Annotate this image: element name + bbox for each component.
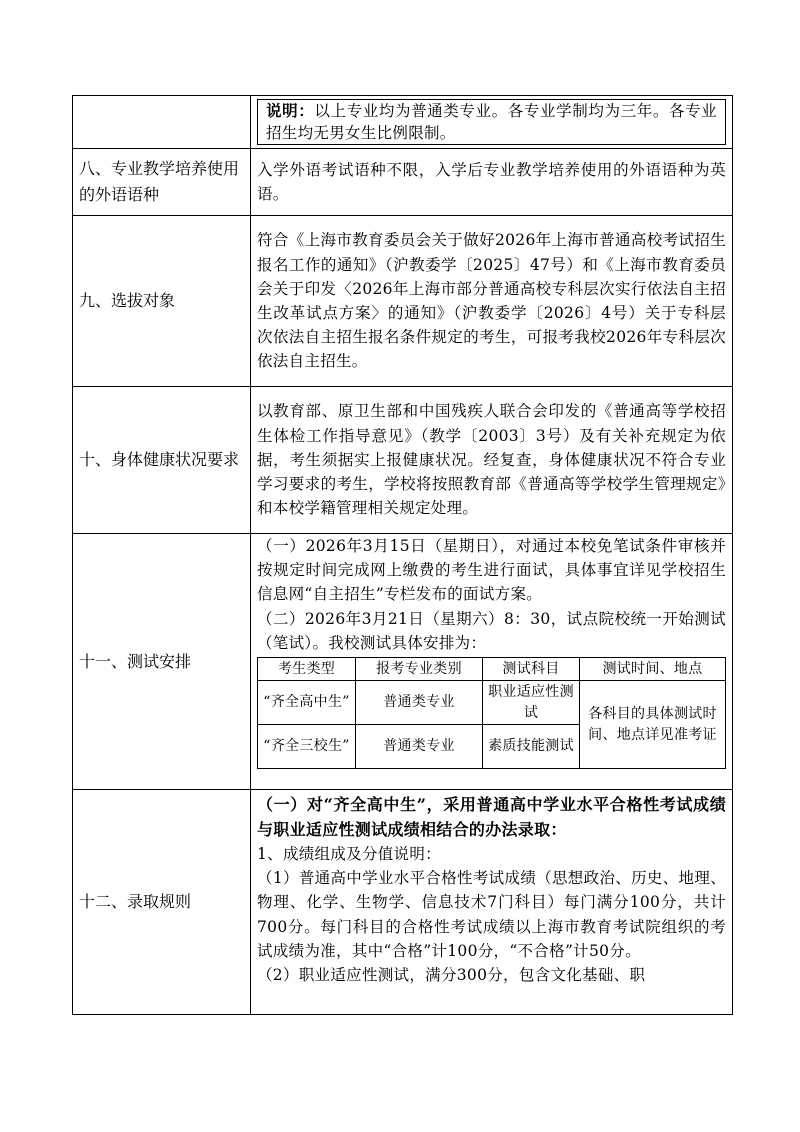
cell-time-place: 各科目的具体测试时间、地点详见准考证 [580, 681, 726, 769]
test-arrangement-p1: （一）2026年3月15日（星期日），对通过本校免笔试条件审核并按规定时间完成网上缴费的考生进行面试，具体事宜详见学校招生信息网“自主招生”专栏发布的面试方案。 [257, 537, 726, 604]
note-box [257, 99, 726, 145]
cell-test-subject: 职业适应性测试 [483, 681, 580, 725]
header-time-place: 测试时间、地点 [580, 658, 726, 681]
row-admission-rules [73, 790, 733, 1015]
label-health: 十、身体健康状况要求 [73, 387, 251, 534]
test-schedule-header [258, 658, 726, 681]
content-health [251, 387, 733, 534]
selection-target-text: 符合《上海市教育委员会关于做好2026年上海市普通高校考试招生报名工作的通知》（沪教委学〔2025〕47号）和《上海市教育委员会关于印发〈2026年上海市部分普通高校专科层次实行依法自主招生改革试点方案〉的通知》（沪教委学〔2026〕4号）关于专科层次依法自主招生报名条件规定的考生，可报考我校2026年专科层次依法自主招生。 [257, 231, 726, 371]
row-test-arrangement [73, 534, 733, 790]
header-major-category: 报考专业类别 [356, 658, 483, 681]
note-prefix: 说明： [266, 101, 315, 120]
cell-major-category: 普通类专业 [356, 725, 483, 769]
admission-rules-p1: 1、成绩组成及分值说明： [257, 845, 441, 863]
note-row [73, 96, 733, 149]
content-foreign-language [251, 149, 733, 216]
health-text: 以教育部、原卫生部和中国残疾人联合会印发的《普通高等学校招生体检工作指导意见》（教学〔2003〕3号）及有关补充规定为依据，考生须据实上报健康状况。经复查，身体健康状况不符合专业学习要求的考生，学校将按照教育部《普通高等学校学生管理规定》和本校学籍管理相关规定处理。 [257, 402, 726, 518]
note-cell [251, 96, 733, 149]
header-candidate-type: 考生类型 [258, 658, 356, 681]
admission-info-table [72, 95, 733, 1015]
label-foreign-language: 八、专业教学培养使用的外语语种 [73, 149, 251, 216]
label-selection-target: 九、选拔对象 [73, 216, 251, 387]
foreign-language-text: 入学外语考试语种不限，入学后专业教学培养使用的外语语种为英语。 [257, 160, 726, 203]
content-admission-rules [251, 790, 733, 1015]
label-test-arrangement: 十一、测试安排 [73, 534, 251, 790]
cell-candidate-type: “齐全三校生” [258, 725, 356, 769]
row-foreign-language [73, 149, 733, 216]
content-test-arrangement [251, 534, 733, 790]
label-admission-rules: 十二、录取规则 [73, 790, 251, 1015]
admission-rules-p2: （1）普通高中学业水平合格性考试成绩（思想政治、历史、地理、物理、化学、生物学、信息技术7门科目）每门满分100分，共计700分。每门科目的合格性考试成绩以上海市教育考试院组织的考试成绩为准，其中“合格”计100分，“不合格”计50分。 [257, 869, 726, 960]
content-selection-target [251, 216, 733, 387]
empty-label-cell [73, 96, 251, 149]
test-schedule-row [258, 681, 726, 725]
cell-major-category: 普通类专业 [356, 681, 483, 725]
cell-candidate-type: “齐全高中生” [258, 681, 356, 725]
row-selection-target [73, 216, 733, 387]
admission-rules-heading: （一）对“齐全高中生”，采用普通高中学业水平合格性考试成绩与职业适应性测试成绩相结合的办法录取： [257, 795, 726, 839]
header-test-subject: 测试科目 [483, 658, 580, 681]
test-schedule-table [257, 657, 726, 769]
cell-test-subject: 素质技能测试 [483, 725, 580, 769]
note-text: 以上专业均为普通类专业。各专业学制均为三年。各专业招生均无男女生比例限制。 [266, 102, 717, 142]
test-arrangement-p2: （二）2026年3月21日（星期六）8：30，试点院校统一开始测试（笔试）。我校测试具体安排为： [257, 609, 726, 652]
row-health [73, 387, 733, 534]
admission-rules-p3: （2）职业适应性测试，满分300分，包含文化基础、职 [257, 966, 646, 985]
